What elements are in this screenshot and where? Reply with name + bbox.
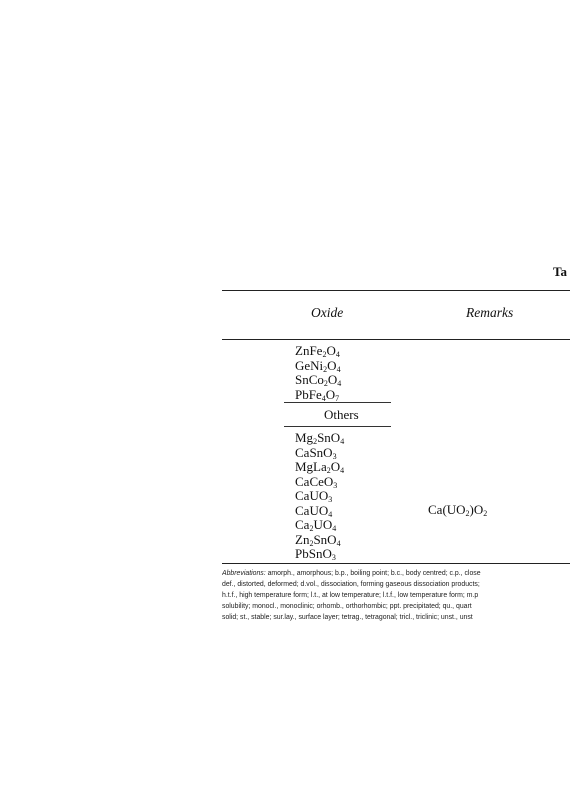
footnote-line: def., distorted, deformed; d.vol., dissociation, forming gaseous dissociation products; [222, 581, 480, 588]
column-header-remarks: Remarks [466, 305, 514, 320]
footnote-line: h.t.f., high temperature form; l.t., at low temperature; l.t.f., low temperature form; m.p [222, 592, 479, 599]
oxide-formula: $SnCo_2O_4$ [295, 372, 342, 388]
oxide-formula: PbSnO$_3$ [295, 546, 336, 562]
oxide-formula: $PbFe_4O_7$ [295, 386, 340, 403]
oxide-formula: $Ca_2UO_4$ [295, 517, 337, 533]
others-subheading: Others [324, 407, 359, 422]
footnote-label: Abbreviations: [222, 570, 266, 577]
oxide-formula: CaSnO$_3$ [295, 444, 337, 461]
table-title-fragment: Ta [553, 264, 567, 279]
oxide-formula: CaUO$_3$ [295, 488, 333, 504]
abbreviations-footnote [222, 568, 570, 623]
remark-cell: $Ca(UO_2)O_2$ [428, 502, 488, 518]
oxide-formula: $MgLa_2O_4$ [295, 459, 345, 475]
oxide-formula: $Zn_2SnO_4$ [295, 531, 341, 548]
oxide-formula: $Mg_2SnO_4$ [295, 430, 345, 446]
others-bottom-rule [284, 426, 391, 427]
oxide-formula: $ZnFe_2O_4$ [295, 343, 340, 359]
top-rule [222, 290, 570, 291]
column-header-oxide: Oxide [311, 305, 344, 320]
footnote-line: solubility; monocl., monoclinic; orhomb., orthorhombic; ppt. precipitated; qu., quart [222, 603, 472, 610]
header-rule [222, 339, 570, 340]
footnote-line: Abbreviations: amorph., amorphous; b.p., boiling point; b.c., body centred; c.p., close [222, 570, 481, 577]
bottom-rule [222, 563, 570, 564]
oxide-formula: CaCeO$_3$ [295, 473, 338, 490]
others-top-rule [284, 402, 391, 403]
oxide-formula: $GeNi_2O_4$ [295, 357, 341, 374]
footnote-line: solid; st., stable; sur.lay., surface layer; tetrag., tetragonal; tricl., triclinic; unst., unst [222, 614, 473, 621]
oxide-formula: CaUO$_4$ [295, 502, 333, 519]
